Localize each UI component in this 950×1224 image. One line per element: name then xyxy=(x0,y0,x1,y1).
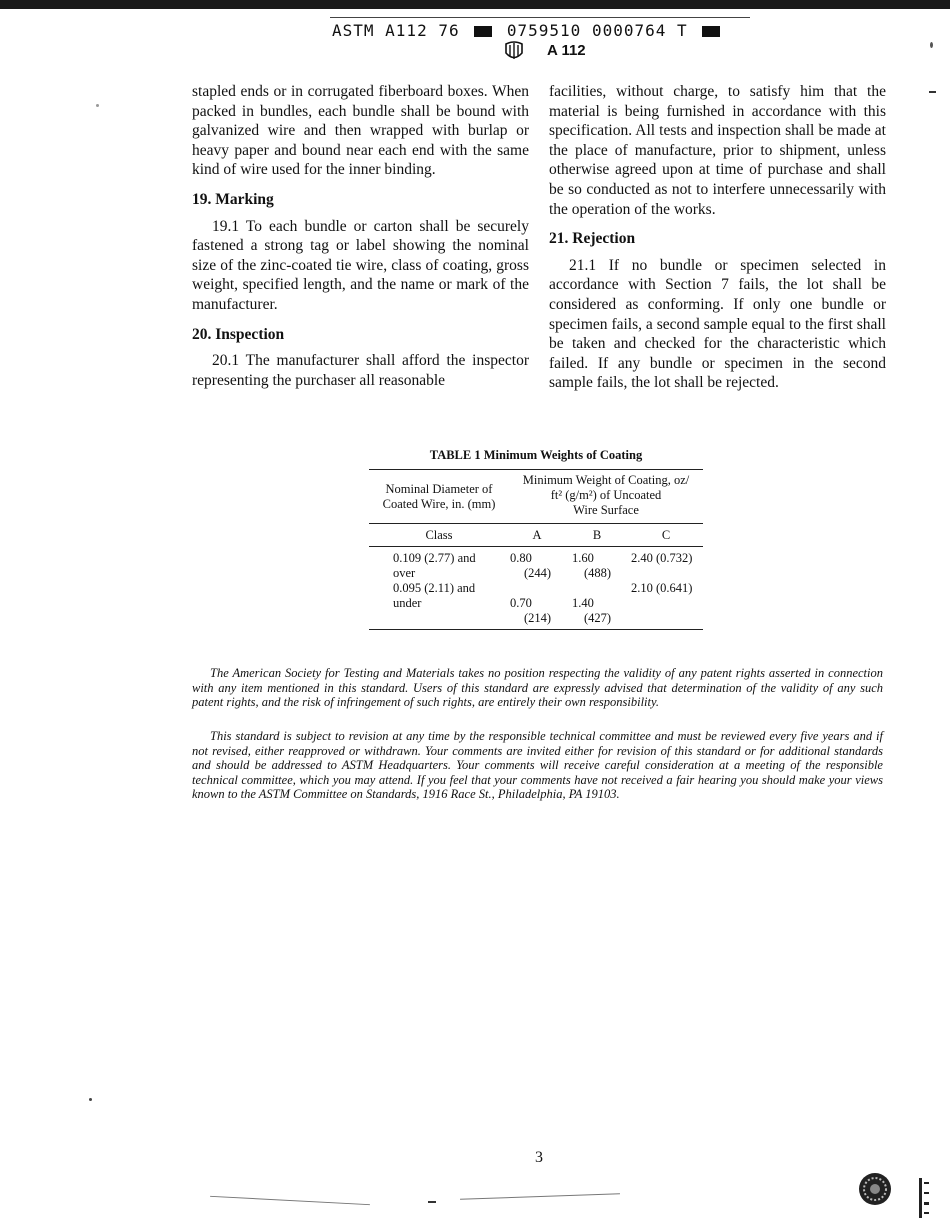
table-body xyxy=(369,469,703,630)
rejection-paragraph: 21.1 If no bundle or specimen selected in accordance with Section 7 fails, the lot shall be considered as conforming. If only one bundle or specimen fails, a second sample equal to the first shall be taken and checked for the characteristic which failed. If any bundle or specimen in the second sample fails, the lot shall be rejected. xyxy=(549,256,886,392)
scan-speck xyxy=(89,1098,92,1101)
row2-class-a: 0.70 xyxy=(510,596,532,610)
weight-column-header xyxy=(509,473,703,518)
left-column xyxy=(192,82,529,390)
header-block-mark xyxy=(474,26,492,37)
inspection-heading: 20. Inspection xyxy=(192,325,285,343)
class-b-label: B xyxy=(592,528,602,542)
scan-top-bar xyxy=(0,0,950,9)
header-code-part1: ASTM A112 76 xyxy=(332,21,460,40)
margin-marks-icon xyxy=(916,1176,932,1220)
class-label: Class xyxy=(425,528,453,542)
row1-class-c: 2.40 (0.732) xyxy=(631,551,693,565)
row1-diameter-cont: over xyxy=(393,566,416,580)
row2-class-c: 2.10 (0.641) xyxy=(631,581,693,595)
diameter-header-line: Coated Wire, in. (mm) xyxy=(382,497,496,511)
seal-stamp-icon xyxy=(858,1172,892,1206)
scan-speck xyxy=(930,42,933,48)
marking-heading: 19. Marking xyxy=(192,190,274,208)
row1-class-a-metric: (244) xyxy=(524,566,552,580)
revision-notice xyxy=(192,729,883,802)
header-block-mark-end xyxy=(702,26,720,37)
page-number: 3 xyxy=(535,1149,543,1166)
scan-artifact-dash xyxy=(428,1201,436,1203)
packing-paragraph: stapled ends or in corrugated fiberboard boxes. When packed in bundles, each bundle shall be bound with galvanized wire and then wrapped with burlap or heavy paper and bound near each end with the same kind of wire used for the inner binding. xyxy=(192,83,529,179)
header-code xyxy=(332,21,752,40)
scan-artifact-dash xyxy=(929,91,936,93)
patent-notice-text: The American Society for Testing and Materials takes no position respecting the validity of any patent rights asserted in connection with any item mentioned in this standard. Users of this standard are expressly advised that determination of the validity of any such patent rights, and the risk of infringement of such rights, are entirely their own responsibility. xyxy=(192,666,883,710)
inspection-paragraph: 20.1 The manufacturer shall afford the inspector representing the purchaser all reasonable xyxy=(192,352,529,389)
row1-class-a: 0.80 xyxy=(510,551,532,565)
header-rule xyxy=(330,17,750,18)
diameter-header-line: Nominal Diameter of xyxy=(385,482,493,496)
astm-logo-icon xyxy=(504,41,524,61)
row2-class-b-metric: (427) xyxy=(584,611,612,625)
rejection-heading: 21. Rejection xyxy=(549,230,636,248)
row1-class-b-metric: (488) xyxy=(584,566,612,580)
standard-id: A 112 xyxy=(547,42,586,59)
coating-weights-table xyxy=(369,448,703,630)
patent-notice xyxy=(192,666,883,710)
table-header-row xyxy=(369,470,703,524)
marking-paragraph: 19.1 To each bundle or carton shall be securely fastened a strong tag or label showing the nominal size of the zinc-coated tie wire, class of coating, gross weight, specified length, and the name or mark of the manufacturer. xyxy=(192,217,529,313)
row2-class-b: 1.40 xyxy=(572,596,594,610)
weight-header-line: ft² (g/m²) of Uncoated xyxy=(550,488,662,502)
scan-speck xyxy=(96,104,99,107)
diameter-column-header xyxy=(369,473,509,518)
row2-class-a-metric: (214) xyxy=(524,611,552,625)
table-data xyxy=(369,547,703,629)
header-code-part2: 0759510 0000764 T xyxy=(506,21,688,40)
weight-header-line: Wire Surface xyxy=(573,503,639,517)
class-row xyxy=(369,524,703,547)
table-title: TABLE 1 Minimum Weights of Coating xyxy=(429,448,643,462)
row2-diameter-cont: under xyxy=(393,596,422,610)
right-column xyxy=(549,82,886,393)
weight-header-line: Minimum Weight of Coating, oz/ xyxy=(522,473,690,487)
revision-notice-text: This standard is subject to revision at any time by the responsible technical committee and must be reviewed every five years and if not revised, either reapproved or withdrawn. Your comments are invited either for revision of this standard or for additional standards and should be addressed to ASTM Headquarters. Your comments will receive careful consideration at a meeting of the responsible technical committee, which you may attend. If you feel that your comments have not received a fair hearing you should make your views known to the ASTM Committee on Standards, 1916 Race St., Philadelphia, PA 19103. xyxy=(192,729,883,802)
row1-diameter: 0.109 (2.77) and xyxy=(393,551,476,565)
scan-artifact-line xyxy=(210,1196,370,1205)
scan-artifact-line xyxy=(460,1193,620,1200)
inspection-paragraph-continued: facilities, without charge, to satisfy him that the material is being furnished in accordance with this specification. All tests and inspection shall be made at the place of manufacture, prior to shipment, unless otherwise agreed upon at time of purchase and shall be so conducted as not to interfere unnecessarily with the operation of the works. xyxy=(549,83,886,218)
class-a-label: A xyxy=(532,528,542,542)
row1-class-b: 1.60 xyxy=(572,551,594,565)
class-c-label: C xyxy=(661,528,671,542)
row2-diameter: 0.095 (2.11) and xyxy=(393,581,476,595)
